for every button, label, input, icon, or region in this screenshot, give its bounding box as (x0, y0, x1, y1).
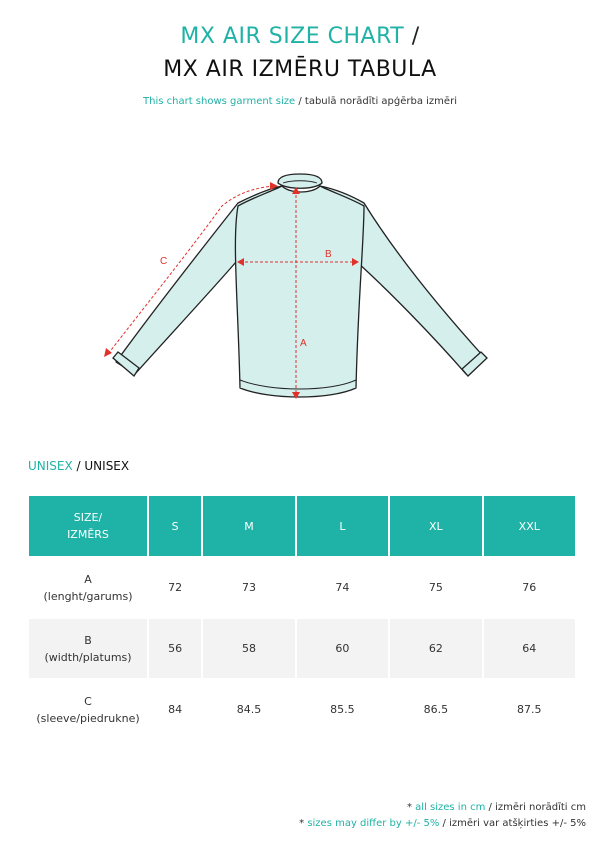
footnote-units (407, 802, 586, 813)
table-cell: 73 (203, 558, 294, 617)
jacket-body-shape (235, 186, 364, 397)
measure-c-arrow-bottom (104, 348, 112, 357)
footnote-star: * (299, 818, 308, 829)
size-header-line-2: IZMĒRS (67, 528, 109, 541)
table-cell: 84 (149, 680, 201, 739)
footnote-star: * (406, 802, 416, 813)
size-table (27, 494, 577, 741)
row-header-cell (29, 558, 147, 617)
jacket-diagram (100, 172, 500, 404)
row-description: (sleeve/piedrukne) (36, 711, 140, 725)
table-cell: 76 (484, 558, 575, 617)
subtitle (0, 96, 600, 107)
row-description: (width/platums) (44, 650, 132, 664)
table-cell: 58 (203, 619, 294, 678)
subtitle-en: This chart shows garment size (143, 96, 296, 107)
size-header-cell (29, 496, 147, 556)
row-description: (lenght/garums) (43, 589, 133, 603)
title-lv: MX AIR IZMĒRU TABULA (163, 57, 437, 82)
size-column-header: L (297, 496, 388, 556)
table-cell: 60 (297, 619, 388, 678)
title-separator: / (404, 24, 420, 49)
footnote-tolerance-en: sizes may differ by +/- 5% (307, 818, 440, 829)
table-row (29, 680, 575, 739)
section-label (28, 459, 129, 473)
row-header-cell (29, 619, 147, 678)
row-name: A (84, 572, 92, 586)
table-cell: 86.5 (390, 680, 481, 739)
size-column-header: XXL (484, 496, 575, 556)
table-header-row (29, 496, 575, 556)
size-column-header: M (203, 496, 294, 556)
size-column-header: XL (390, 496, 481, 556)
row-header-cell (29, 680, 147, 739)
footnote-units-en: all sizes in cm (415, 802, 486, 813)
size-column-header: S (149, 496, 201, 556)
table-cell: 74 (297, 558, 388, 617)
row-name: C (84, 694, 92, 708)
table-cell: 85.5 (297, 680, 388, 739)
table-cell: 64 (484, 619, 575, 678)
subtitle-lv: / tabulā norādīti apģērba izmēri (295, 96, 457, 107)
footnote-tolerance-lv: / izmēri var atšķirties +/- 5% (439, 818, 586, 829)
table-cell: 87.5 (484, 680, 575, 739)
table-cell: 72 (149, 558, 201, 617)
table-cell: 84.5 (203, 680, 294, 739)
footnote-tolerance (299, 818, 586, 829)
measure-a-label: A (300, 338, 307, 349)
section-label-en: UNISEX (28, 459, 73, 473)
footnote-units-lv: / izmēri norādīti cm (485, 802, 586, 813)
table-row (29, 558, 575, 617)
table-row (29, 619, 575, 678)
table-cell: 75 (390, 558, 481, 617)
row-name: B (84, 633, 92, 647)
section-label-lv: / UNISEX (72, 459, 130, 473)
title-line-1 (0, 24, 600, 49)
measure-b-label: B (325, 249, 332, 260)
size-header-line-1: SIZE/ (73, 511, 103, 524)
measure-c-label: C (160, 256, 168, 267)
table-cell: 56 (149, 619, 201, 678)
title-en: MX AIR SIZE CHART (180, 24, 405, 49)
table-cell: 62 (390, 619, 481, 678)
